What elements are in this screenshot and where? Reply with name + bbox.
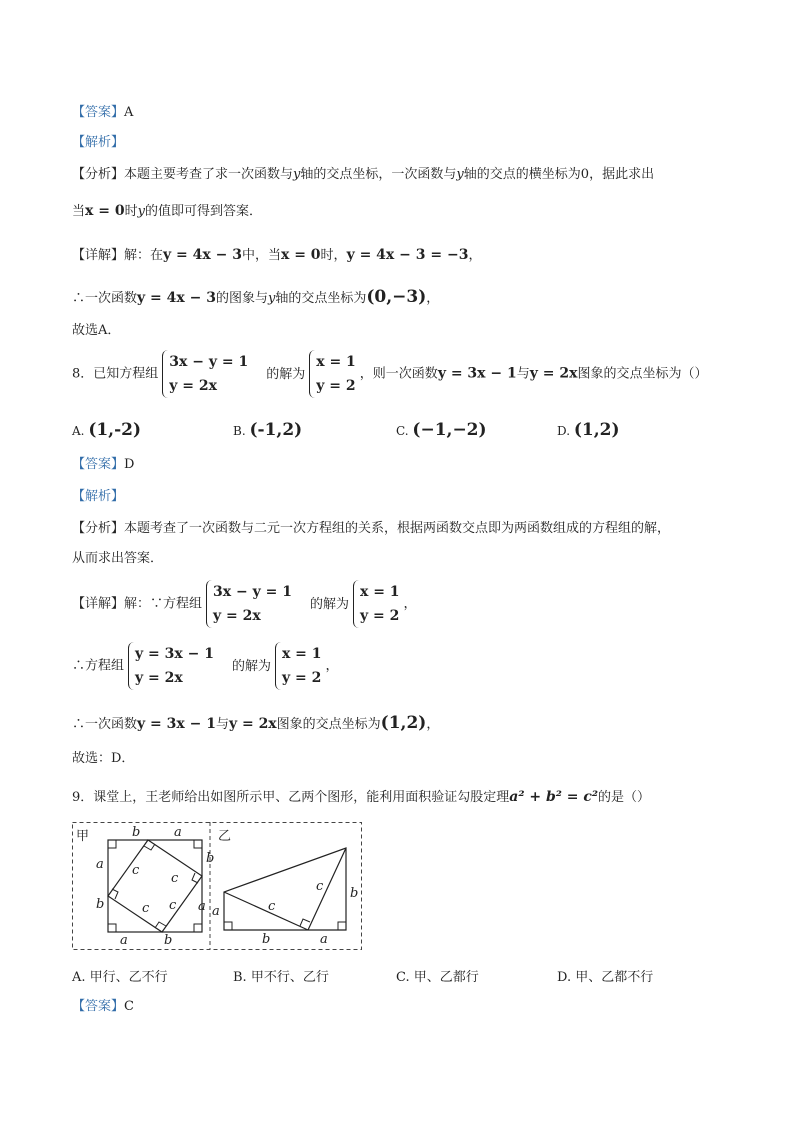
option-label: D. — [557, 424, 571, 438]
yi-corner-left — [224, 922, 232, 930]
q7-detail-eq2: x = 0 — [280, 247, 321, 263]
option-label: B. — [233, 424, 246, 438]
q7-fenxi-line2 — [72, 202, 262, 221]
q8-l3-d: ， — [426, 717, 440, 732]
q9-formula: a² + b² = c² — [509, 789, 599, 805]
q8-option-d[interactable] — [557, 420, 620, 440]
q7-detail-d: ， — [468, 248, 482, 263]
q7-conc-eq: y = 4x − 3 — [137, 290, 216, 306]
option-value: (1,-2) — [88, 420, 142, 440]
q8-detail-system — [206, 580, 292, 628]
q8-f1: y = 3x − 1 — [437, 365, 517, 382]
q7-l2-a: 当 — [72, 204, 86, 219]
option-label: C. — [396, 424, 409, 438]
q8-l3-b: 与 — [215, 717, 229, 732]
jia-outer-square — [108, 840, 202, 932]
option-label: A. — [72, 970, 86, 985]
q8-l2-b: 的解为 — [231, 658, 271, 674]
q8-stem-c: ，则一次函数 — [359, 366, 438, 382]
jia-label-b-top: b — [132, 825, 141, 840]
q7-detail-b: 中，当 — [241, 248, 281, 263]
jia-label-b-bottom: b — [164, 933, 173, 948]
yi-label-a-bottom: a — [320, 932, 328, 947]
q8-sys-eq2: y = 2x — [169, 378, 217, 394]
q8-detail-b: 的解为 — [309, 596, 349, 612]
q8-stem-b: 的解为 — [266, 366, 306, 382]
q7-fenxi-text-2: 轴的交点坐标，一次函数与 — [300, 167, 457, 182]
q7-conc-d: ， — [426, 291, 440, 306]
q8-detail-line2 — [72, 642, 339, 690]
q8-fenxi-2: 从而求出答案． — [72, 551, 164, 566]
option-label: C. — [396, 970, 410, 985]
q7-detail-c: 时， — [320, 248, 347, 263]
jia-corner-br — [194, 924, 202, 932]
q7-analysis-line — [72, 134, 124, 152]
answer-tag: 【答案】 — [72, 457, 125, 472]
q8-l3-f2: y = 2x — [228, 716, 277, 732]
q7-l2-c: 的值即可得到答案． — [144, 204, 262, 219]
q7-fenxi-y2: y — [456, 167, 464, 182]
q7-detail-eq3: y = 4x − 3 = −3 — [346, 247, 469, 263]
q7-l2-eq: x = 0 — [85, 203, 125, 219]
q9-option-b[interactable] — [233, 966, 329, 985]
q7-conc-a: ∴一次函数 — [72, 291, 138, 306]
q8-l2-a: ∴方程组 — [72, 658, 125, 674]
q8-l2-sol-y: y = 2 — [281, 670, 322, 686]
q7-conc-y: y — [267, 291, 276, 306]
q8-sys-eq1: 3x − y = 1 — [169, 354, 249, 370]
jia-label-b-right: b — [206, 851, 215, 866]
q8-option-c[interactable] — [396, 420, 487, 440]
q8-l2-eq1: y = 3x − 1 — [135, 646, 214, 662]
yi-line-2 — [308, 848, 346, 930]
q7-conclusion-line — [72, 288, 439, 308]
q8-choose-line — [72, 750, 134, 768]
q8-option-a[interactable] — [72, 420, 141, 440]
q8-l2-solution — [275, 642, 322, 690]
q8-analysis-line — [72, 488, 124, 506]
q8-l3-f1: y = 3x − 1 — [137, 716, 216, 732]
option-value: 甲行、乙不行 — [89, 970, 168, 985]
q7-choose: 故选A． — [72, 323, 121, 338]
q8-system — [162, 350, 248, 398]
q7-fenxi-text-3: 轴的交点的横坐标为 — [463, 167, 581, 182]
q8-choose: 故选：D． — [72, 751, 135, 766]
q9-stem — [72, 788, 650, 807]
q7-answer: A — [124, 105, 134, 120]
q8-stem — [72, 350, 707, 398]
jia-corner-bl — [108, 924, 116, 932]
q8-detail-line — [72, 580, 417, 628]
q7-fenxi-zero: 0 — [580, 167, 590, 182]
yi-line-1 — [224, 892, 308, 930]
q8-detail-sol-x: x = 1 — [359, 584, 400, 600]
q8-answer: D — [124, 457, 135, 472]
q8-l3-point: (1,2) — [380, 713, 427, 733]
q8-solution — [309, 350, 356, 398]
q8-sol-x: x = 1 — [316, 354, 356, 370]
jia-label-a-right: a — [198, 899, 206, 914]
yi-label-c-2: c — [316, 879, 324, 894]
q7-detail-eq1: y = 4x − 3 — [163, 247, 242, 263]
fig-jia-label: 甲 — [76, 829, 90, 844]
q9-stem-b: 的是（） — [598, 790, 651, 805]
yi-corner-mid — [300, 919, 310, 926]
q7-detail-a: 解：在 — [124, 248, 164, 263]
q7-l2-b: 时 — [124, 204, 138, 219]
q8-detail-c: ， — [403, 596, 417, 612]
q7-conc-b: 的图象与 — [215, 291, 268, 306]
q9-figure — [72, 822, 362, 952]
q9-option-c[interactable] — [396, 966, 479, 985]
jia-inner-corner-4 — [112, 889, 118, 899]
q8-f2: y = 2x — [529, 365, 578, 382]
q8-l2-eq2: y = 2x — [135, 670, 183, 686]
q8-answer-line — [72, 456, 134, 474]
jia-label-a-top: a — [174, 825, 182, 840]
q8-sol-y: y = 2 — [316, 378, 356, 394]
q8-l2-sol-x: x = 1 — [281, 646, 322, 662]
option-label: B. — [233, 970, 247, 985]
option-value: (−1,−2) — [412, 420, 487, 440]
jia-label-c-3: c — [142, 901, 150, 916]
q8-detail-eq1: 3x − y = 1 — [213, 584, 292, 600]
jia-inner-corner-1 — [144, 844, 155, 850]
q9-answer: C — [124, 999, 134, 1014]
yi-label-c-1: c — [268, 899, 276, 914]
q8-l2-c: ， — [325, 658, 339, 674]
jia-label-a-left: a — [96, 857, 104, 872]
yi-label-a-left: a — [212, 904, 220, 919]
option-label: D. — [557, 970, 572, 985]
fenxi-tag: 【分析】 — [72, 167, 125, 182]
answer-tag: 【答案】 — [72, 999, 125, 1014]
detail-tag: 【详解】 — [72, 248, 125, 263]
q8-fenxi-line2 — [72, 550, 163, 568]
jia-corner-tr — [194, 840, 202, 848]
q7-detail-line — [72, 246, 481, 265]
q8-detail-eq2: y = 2x — [213, 608, 261, 624]
q9-option-d[interactable] — [557, 966, 653, 985]
yi-corner-right — [338, 922, 346, 930]
analysis-tag: 【解析】 — [72, 135, 125, 150]
answer-tag: 【答案】 — [72, 105, 125, 120]
option-label: A. — [72, 424, 85, 438]
q7-fenxi-y: y — [293, 167, 301, 182]
yi-trapezoid — [224, 848, 346, 930]
jia-label-c-4: c — [169, 898, 177, 913]
fenxi-tag: 【分析】 — [72, 521, 125, 536]
q7-conc-point: (0,−3) — [366, 287, 427, 307]
q7-conc-c: 轴的交点坐标为 — [275, 291, 367, 306]
yi-label-b-bottom: b — [262, 932, 271, 947]
q7-l2-y: y — [137, 204, 145, 219]
option-value: (-1,2) — [249, 420, 303, 440]
q8-l3-c: 图象的交点坐标为 — [276, 717, 381, 732]
q8-detail-sol-y: y = 2 — [359, 608, 400, 624]
jia-inner-corner-3 — [155, 922, 166, 928]
yi-label-b-right: b — [350, 886, 359, 901]
q8-l2-system — [128, 642, 214, 690]
q7-answer-line — [72, 104, 133, 122]
jia-inner-corner-2 — [192, 873, 198, 883]
jia-label-c-1: c — [132, 863, 140, 878]
q7-fenxi-text-4: ，据此求出 — [589, 167, 655, 182]
q9-stem-a: 9．课堂上，王老师给出如图所示甲、乙两个图形，能利用面积验证勾股定理 — [72, 790, 510, 805]
q8-detail-a: 解：∵方程组 — [124, 596, 203, 612]
jia-inner-square — [108, 840, 202, 932]
jia-label-c-2: c — [171, 871, 179, 886]
q8-stem-d: 与 — [516, 366, 530, 382]
option-value: 甲、乙都不行 — [575, 970, 654, 985]
q8-stem-a: 8．已知方程组 — [72, 366, 159, 382]
analysis-tag: 【解析】 — [72, 489, 125, 504]
jia-label-a-bottom: a — [120, 933, 128, 948]
q8-option-b[interactable] — [233, 420, 302, 440]
q8-fenxi-line — [72, 520, 670, 538]
q7-fenxi-line — [72, 166, 654, 184]
option-value: 甲不行、乙行 — [250, 970, 329, 985]
q9-option-a[interactable] — [72, 966, 168, 985]
jia-corner-tl — [108, 840, 116, 848]
q8-detail-line3 — [72, 714, 439, 734]
option-value: (1,2) — [573, 420, 620, 440]
q9-answer-line — [72, 998, 134, 1016]
q8-detail-solution — [353, 580, 400, 628]
detail-tag: 【详解】 — [72, 596, 125, 612]
q8-l3-a: ∴一次函数 — [72, 717, 138, 732]
q8-fenxi-1: 本题考查了一次函数与二元一次方程组的关系，根据两函数交点即为两函数组成的方程组的解， — [124, 521, 671, 536]
q7-choose-line — [72, 322, 120, 340]
q8-stem-e: 图象的交点坐标为（） — [577, 366, 708, 382]
jia-label-b-left: b — [96, 897, 105, 912]
q7-fenxi-text-1: 本题主要考查了求一次函数与 — [124, 167, 294, 182]
fig-yi-label: 乙 — [218, 829, 232, 844]
option-value: 甲、乙都行 — [413, 970, 479, 985]
